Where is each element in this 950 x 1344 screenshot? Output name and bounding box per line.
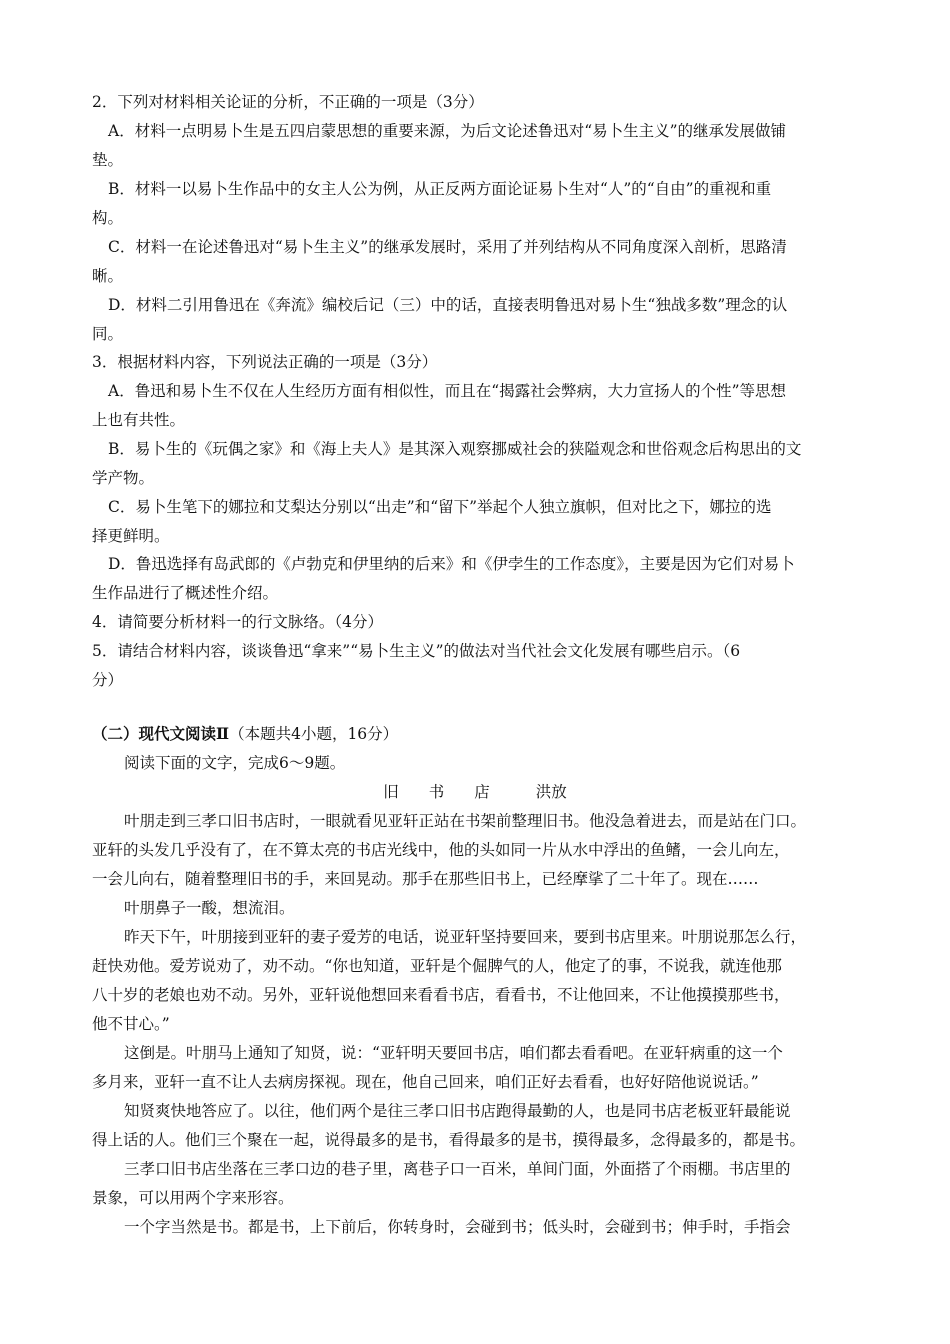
q2-option-c: C．材料一在论述鲁迅对“易卜生主义”的继承发展时，采用了并列结构从不同角度深入剖析，思路清 — [108, 238, 787, 256]
story-line: 景象，可以用两个字来形容。 — [92, 1189, 294, 1207]
story-title-char-1: 旧 — [383, 783, 399, 801]
story-heading — [0, 782, 950, 802]
q3-option-b: B．易卜生的《玩偶之家》和《海上夫人》是其深入观察挪威社会的狭隘观念和世俗观念后构思出的文 — [108, 440, 802, 458]
q2-option-a: A．材料一点明易卜生是五四启蒙思想的重要来源，为后文论述鲁迅对“易卜生主义”的继承发展做铺 — [108, 122, 787, 140]
story-paragraph-6: 三孝口旧书店坐落在三孝口边的巷子里，离巷子口一百米，单间门面，外面搭了个雨棚。书店里的 — [124, 1160, 791, 1178]
section-note: （本题共4小题，16分） — [229, 725, 399, 743]
q2-option-d-cont: 同。 — [92, 325, 124, 343]
story-line: 八十岁的老娘也劝不动。另外，亚轩说他想回来看看书店，看看书，不让他回来，不让他摸摸那些书， — [92, 986, 790, 1004]
q2-stem: 2．下列对材料相关论证的分析，不正确的一项是（3分） — [92, 93, 484, 111]
q3-option-d-cont: 生作品进行了概述性介绍。 — [92, 584, 279, 602]
story-paragraph-1: 叶朋走到三孝口旧书店时，一眼就看见亚轩正站在书架前整理旧书。他没急着进去，而是站在门口。 — [124, 812, 807, 830]
q2-option-d: D．材料二引用鲁迅在《奔流》编校后记（三）中的话，直接表明鲁迅对易卜生“独战多数”理念的认 — [108, 296, 788, 314]
story-line: 他不甘心。” — [92, 1015, 170, 1033]
q3-option-c-cont: 择更鲜明。 — [92, 527, 170, 545]
story-paragraph-4: 这倒是。叶朋马上通知了知贤，说：“亚轩明天要回书店，咱们都去看看吧。在亚轩病重的这一个 — [124, 1044, 783, 1062]
q3-option-b-cont: 学产物。 — [92, 469, 155, 487]
section-instruction: 阅读下面的文字，完成6～9题。 — [124, 754, 346, 772]
q2-option-a-cont: 垫。 — [92, 151, 124, 169]
q3-option-d: D．鲁迅选择有岛武郎的《卢勃克和伊里纳的后来》和《伊孛生的工作态度》，主要是因为它们对易卜 — [108, 555, 795, 573]
q4: 4．请简要分析材料一的行文脉络。（4分） — [92, 613, 383, 631]
q3-option-c: C．易卜生笔下的娜拉和艾梨达分别以“出走”和“留下”举起个人独立旗帜，但对比之下，娜拉的选 — [108, 498, 772, 516]
q3-option-a-cont: 上也有共性。 — [92, 411, 186, 429]
story-line: 多月来，亚轩一直不让人去病房探视。现在，他自己回来，咱们正好去看看，也好好陪他说说话。” — [92, 1073, 759, 1091]
q2-option-b-cont: 构。 — [92, 209, 124, 227]
q3-stem: 3．根据材料内容，下列说法正确的一项是（3分） — [92, 353, 438, 371]
q2-option-c-cont: 晰。 — [92, 267, 124, 285]
story-line: 亚轩的头发几乎没有了，在不算太亮的书店光线中，他的头如同一片从水中浮出的鱼鳍，一会儿向左， — [92, 841, 790, 859]
story-title-char-2: 书 — [428, 783, 445, 801]
q5: 5．请结合材料内容，谈谈鲁迅“拿来”“易卜生主义”的做法对当代社会文化发展有哪些启示。（6 — [92, 642, 741, 660]
q5-cont: 分） — [92, 671, 124, 689]
section-title: （二）现代文阅读Ⅱ — [92, 724, 230, 743]
story-line: 得上话的人。他们三个聚在一起，说得最多的是书，看得最多的是书，摸得最多，念得最多的，都是书。 — [92, 1131, 806, 1149]
q3-option-a: A．鲁迅和易卜生不仅在人生经历方面有相似性，而且在“揭露社会弊病，大力宣扬人的个性”等思想 — [108, 382, 787, 400]
q2-option-b: B．材料一以易卜生作品中的女主人公为例，从正反两方面论证易卜生对“人”的“自由”的重视和重 — [108, 180, 772, 198]
section-heading — [92, 724, 398, 744]
story-paragraph-7: 一个字当然是书。都是书，上下前后，你转身时，会碰到书；低头时，会碰到书；伸手时，手指会 — [124, 1218, 791, 1236]
story-title-char-3: 店 — [474, 783, 490, 801]
story-paragraph-2: 叶朋鼻子一酸，想流泪。 — [124, 899, 295, 917]
story-line: 一会儿向右，随着整理旧书的手，来回晃动。那手在那些旧书上，已经摩挲了二十年了。现在…… — [92, 870, 759, 888]
story-paragraph-5: 知贤爽快地答应了。以往，他们两个是往三孝口旧书店跑得最勤的人，也是同书店老板亚轩最能说 — [124, 1102, 791, 1120]
story-author: 洪放 — [535, 783, 567, 801]
story-line: 赶快劝他。爱芳说劝了，劝不动。“你也知道，亚轩是个倔脾气的人，他定了的事，不说我，就连他那 — [92, 957, 782, 975]
story-paragraph-3: 昨天下午，叶朋接到亚轩的妻子爱芳的电话，说亚轩坚持要回来，要到书店里来。叶朋说那怎么行， — [124, 928, 807, 946]
